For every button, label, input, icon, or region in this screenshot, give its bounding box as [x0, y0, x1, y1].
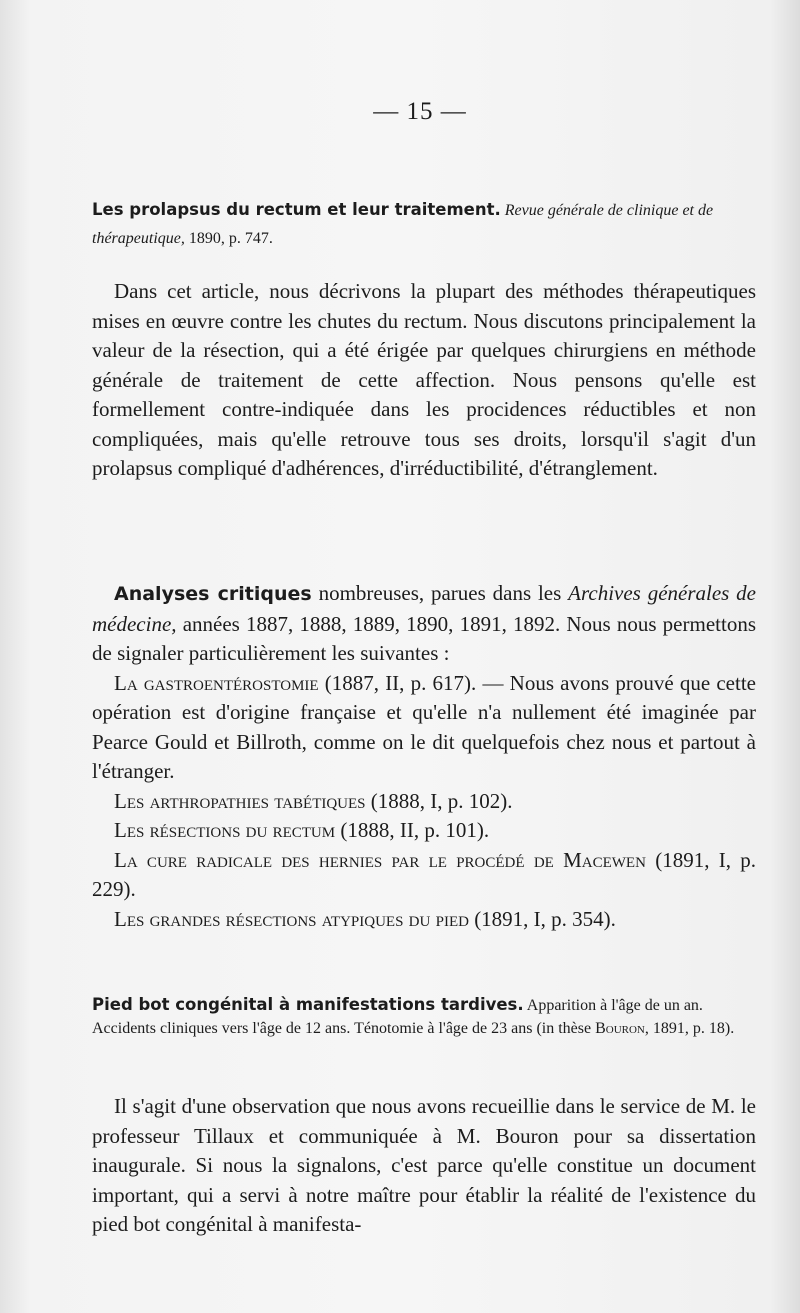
section-pied-bot-subtitle: Apparition à l'âge de un an. Accidents cliniques vers l'âge de 12 ans. Ténotomie à l'âge de 23 ans (in thèse	[92, 997, 703, 1037]
analysis-entry-title: Les grandes résections atypiques du pied	[114, 906, 469, 931]
section-pied-bot-title: Pied bot congénital à manifestations tardives.	[92, 995, 524, 1014]
section-pied-bot-author: Bouron,	[595, 1020, 649, 1037]
analysis-entry	[92, 846, 756, 905]
section-analyses-intro-1: nombreuses, parues dans les	[318, 581, 562, 605]
page-number: — 15 —	[373, 98, 467, 125]
section-prolapsus-citation: 1890, p. 747.	[188, 230, 273, 247]
analysis-entry-text: (1887, II, p. 617). — Nous avons prouvé que cette opération est d'origine française et qu'elle n'a nullement été imaginée par Pearce Gould et Billroth, comme on le dit quelquefois chez nous et partout à l'étranger.	[92, 670, 756, 783]
section-prolapsus-heading	[92, 196, 758, 253]
section-pied-bot-body	[92, 1092, 756, 1240]
analysis-entry-title: Les résections du rectum	[114, 818, 336, 842]
section-prolapsus-body	[92, 277, 756, 484]
analysis-entry	[92, 905, 756, 935]
analysis-entry-title: La cure radicale des hernies par le procédé de Macewen	[114, 847, 646, 872]
section-pied-bot-paragraph: Il s'agit d'une observation que nous avons recueillie dans le service de M. le professeur Tillaux et communiquée à M. Bouron pour sa dissertation inaugurale. Si nous la signalons, c'est parce qu'elle constitue un document important, qui a servi à notre maître pour établir la réalité de l'existence du pied bot congénital à manifesta-	[92, 1094, 756, 1236]
analysis-entry-title: La gastroentérostomie	[114, 670, 319, 695]
section-pied-bot-citation: 1891, p. 18).	[652, 1020, 735, 1037]
analysis-entry	[92, 816, 756, 846]
section-pied-bot-heading	[92, 993, 758, 1040]
section-analyses-intro	[92, 579, 756, 669]
analysis-entry-text: (1888, II, p. 101).	[340, 818, 490, 842]
analysis-entry	[92, 787, 756, 817]
analysis-entry-text: (1891, I, p. 229).	[92, 847, 757, 901]
analysis-entry-text: (1888, I, p. 102).	[370, 788, 513, 813]
section-prolapsus-journal: Revue générale de clinique et de thérapeutique,	[92, 202, 714, 247]
analysis-entry-title: Les arthropathies tabétiques	[114, 788, 366, 813]
section-prolapsus-paragraph: Dans cet article, nous décrivons la plupart des méthodes thérapeutiques mises en œuvre contre les chutes du rectum. Nous discutons principalement la valeur de la résection, qui a été érigée par quelques chirurgiens en méthode générale de traitement de cette affection. Nous pensons qu'elle est formellement contre-indiquée dans les procidences réductibles et non compliquées, mais qu'elle retrouve tous ses droits, lorsqu'il s'agit d'un prolapsus compliqué d'adhérences, d'irréductibilité, d'étranglement.	[92, 279, 756, 480]
section-prolapsus-title: Les prolapsus du rectum et leur traitement.	[92, 200, 501, 219]
section-analyses	[92, 579, 756, 934]
analysis-entry-text: (1891, I, p. 354).	[474, 906, 616, 931]
section-analyses-title: Analyses critiques	[114, 583, 312, 605]
analysis-entry	[92, 669, 756, 787]
section-analyses-intro-2: années 1887, 1888, 1889, 1890, 1891, 1892. Nous nous permettons de signaler particulièrement les suivantes :	[92, 611, 756, 665]
section-analyses-journal: Archives générales de médecine,	[92, 581, 756, 636]
